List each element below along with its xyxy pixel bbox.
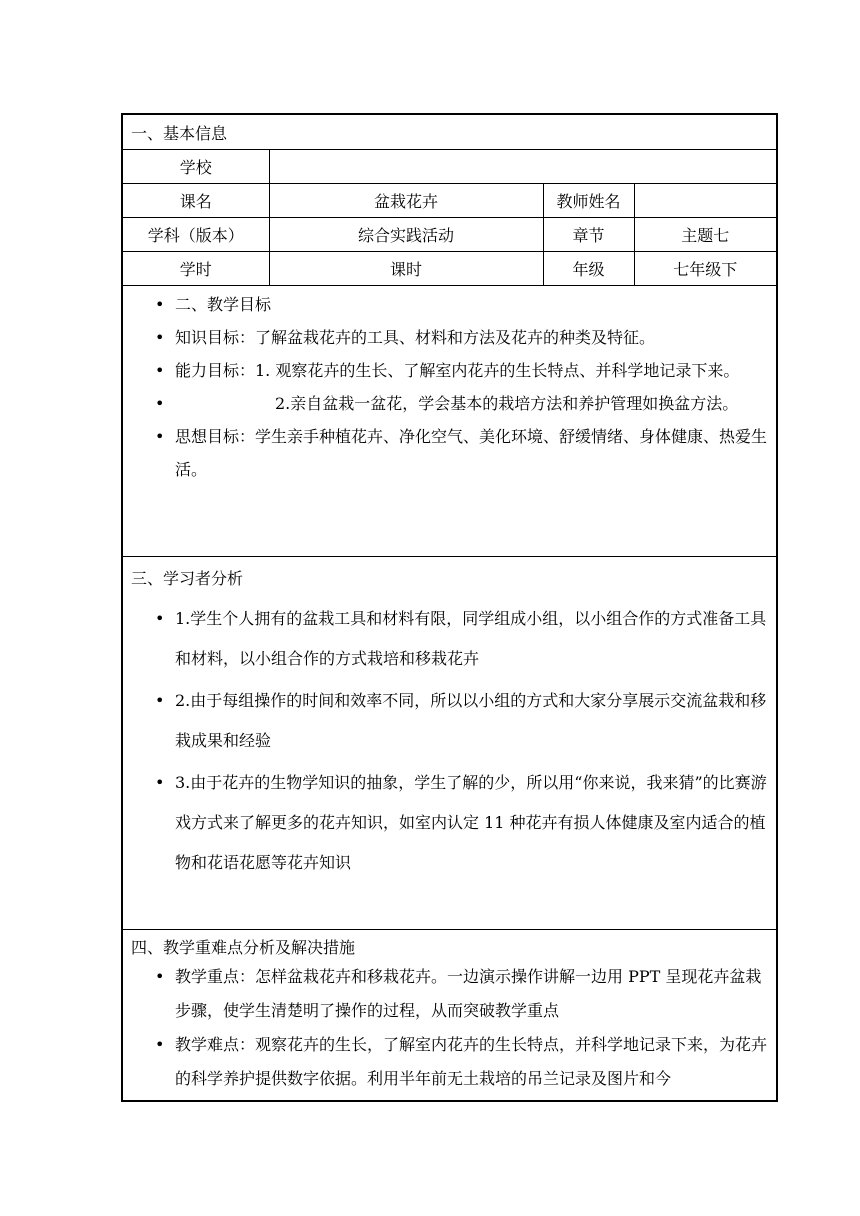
course-label: 课名: [122, 184, 269, 218]
list-item: • 能力目标：1. 观察花卉的生长、了解室内花卉的生长特点、并科学地记录下来。: [155, 361, 740, 380]
section-key-points-title: 四、教学重难点分析及解决措施: [131, 938, 356, 957]
section-basic-info-title: 一、基本信息: [122, 114, 777, 150]
section-learner-analysis: [122, 557, 777, 930]
section-objectives: [122, 286, 777, 557]
list-item: • 思想目标：学生亲手种植花卉、净化空气、美化环境、舒缓情绪、身体健康、热爱生活。: [155, 427, 768, 479]
subject-label: 学科（版本）: [122, 218, 269, 252]
list-item: • 知识目标：了解盆栽花卉的工具、材料和方法及花卉的种类及特征。: [155, 328, 656, 347]
section-key-points: [122, 930, 777, 1102]
list-item: • 二、教学目标: [155, 295, 272, 314]
subject-value: 综合实践活动: [269, 218, 543, 252]
hours-value: 课时: [269, 252, 543, 286]
course-value: 盆栽花卉: [269, 184, 543, 218]
school-value: [269, 150, 777, 184]
lesson-plan-table: [121, 113, 778, 1102]
grade-label: 年级: [543, 252, 634, 286]
section-learner-analysis-title: 三、学习者分析: [131, 569, 244, 588]
list-item: • 2.亲自盆栽一盆花，学会基本的栽培方法和养护管理如换盆方法。: [155, 394, 739, 413]
chapter-label: 章节: [543, 218, 634, 252]
grade-value: 七年级下: [634, 252, 777, 286]
list-item: • 教学重点：怎样盆栽花卉和移栽花卉。一边演示操作讲解一边用 PPT 呈现花卉盆栽步骤，使学生清楚明了操作的过程，从而突破教学重点: [155, 967, 762, 1020]
list-item: • 3.由于花卉的生物学知识的抽象，学生了解的少，所以用“你来说，我来猜”的比赛游戏方式来了解更多的花卉知识，如室内认定 11 种花卉有损人体健康及室内适合的植物和花语花愿等花卉知识: [155, 773, 767, 872]
learner-analysis-list: [131, 599, 770, 883]
list-item: • 2.由于每组操作的时间和效率不同，所以以小组的方式和大家分享展示交流盆栽和移栽成果和经验: [155, 691, 767, 750]
list-item: • 1.学生个人拥有的盆栽工具和材料有限，同学组成小组，以小组合作的方式准备工具和材料，以小组合作的方式栽培和移栽花卉: [155, 609, 767, 668]
objectives-list: [131, 288, 770, 486]
chapter-value: 主题七: [634, 218, 777, 252]
school-label: 学校: [122, 150, 269, 184]
key-points-list: [131, 960, 770, 1096]
teacher-label: 教师姓名: [543, 184, 634, 218]
list-item: • 教学难点：观察花卉的生长，了解室内花卉的生长特点，并科学地记录下来，为花卉的科学养护提供数字依据。利用半年前无土栽培的吊兰记录及图片和今: [155, 1035, 768, 1088]
teacher-value: [634, 184, 777, 218]
hours-label: 学时: [122, 252, 269, 286]
